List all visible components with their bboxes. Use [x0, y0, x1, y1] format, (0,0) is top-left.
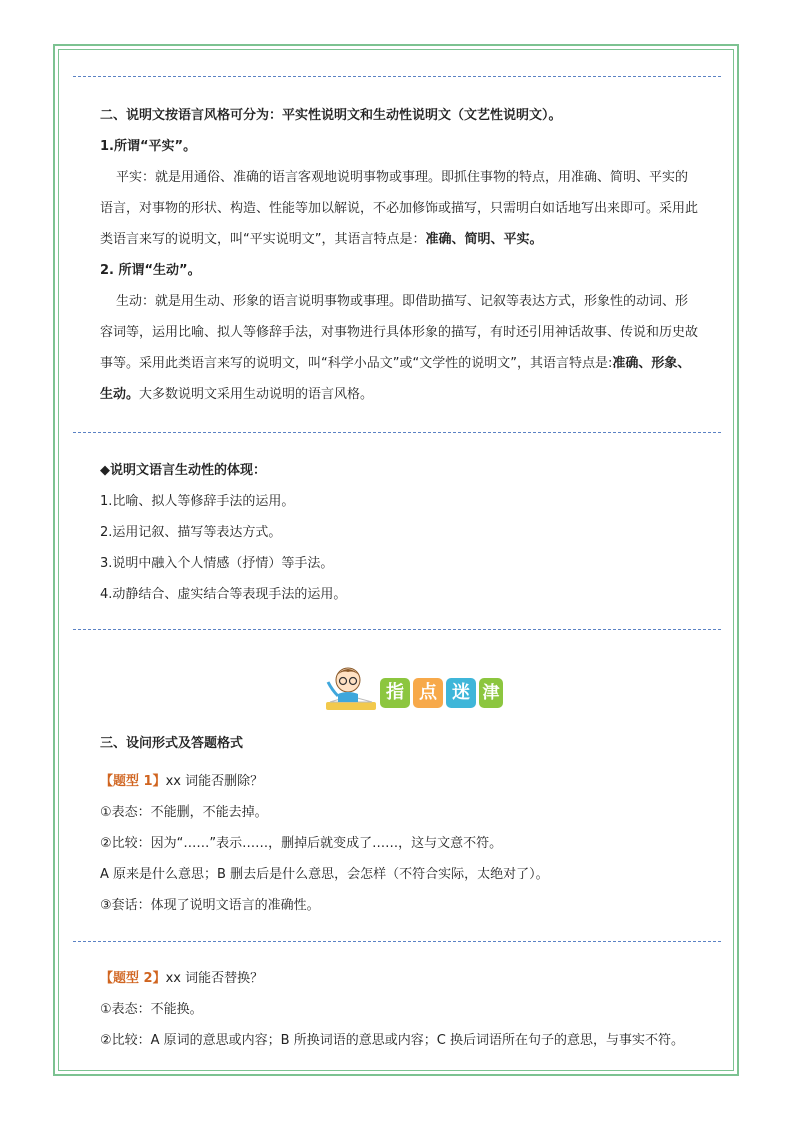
type1-item-4: ③套话：体现了说明文语言的准确性。 [100, 898, 320, 913]
sub1-line-3 [100, 230, 543, 250]
sub2-line-4 [100, 385, 373, 405]
sub2-line-3-text: 事等。采用此类语言来写的说明文，叫“科学小品文”或“文学性的说明文”，其语言特点是: [100, 356, 613, 371]
sub2-features-end: 生动。 [100, 387, 140, 402]
type2-question: xx 词能否替换？ [165, 971, 264, 986]
divider [73, 432, 721, 433]
section2-heading: 二、说明文按语言风格可分为：平实性说明文和生动性说明文（文艺性说明文）。 [100, 108, 562, 123]
banner-char-1: 指 [380, 678, 410, 708]
type2-tag: 【题型 2】 [100, 971, 166, 986]
vivid-item-1: 1.比喻、拟人等修辞手法的运用。 [100, 494, 295, 509]
vivid-item-2: 2.运用记叙、描写等表达方式。 [100, 525, 282, 540]
type1-item-1: ①表态：不能删，不能去掉。 [100, 805, 268, 820]
divider [73, 941, 721, 942]
divider [73, 76, 721, 77]
banner-char-3: 迷 [446, 678, 476, 708]
sub2-title: 2. 所谓“生动”。 [100, 263, 201, 278]
sub1-features: 准确、简明、平实。 [425, 232, 543, 247]
sub1-line-2: 语言，对事物的形状、构造、性能等加以解说，不必加修饰或描写，只需明白如话地写出来即可。采用此 [100, 201, 699, 216]
sub2-line-3 [100, 354, 690, 374]
sub2-line-2: 容词等，运用比喻、拟人等修辞手法，对事物进行具体形象的描写，有时还引用神话故事、传说和历史故 [100, 325, 699, 340]
section3-heading: 三、设问形式及答题格式 [100, 736, 244, 751]
sub2-line-1: 生动：就是用生动、形象的语言说明事物或事理。即借助描写、记叙等表达方式，形象性的动词、形 [116, 294, 689, 309]
type1-item-3: A 原来是什么意思；B 删去后是什么意思，会怎样（不符合实际，太绝对了）。 [100, 867, 549, 882]
sub2-features: 准确、形象、 [612, 356, 691, 371]
sub2-line-4-text: 大多数说明文采用生动说明的语言风格。 [139, 387, 374, 402]
student-reading-icon [324, 660, 380, 716]
vivid-item-4: 4.动静结合、虚实结合等表现手法的运用。 [100, 587, 347, 602]
sub1-line-1: 平实：就是用通俗、准确的语言客观地说明事物或事理。即抓住事物的特点，用准确、简明、平实的 [116, 170, 689, 185]
type2-title [100, 969, 263, 989]
type1-question: xx 词能否删除？ [165, 774, 264, 789]
type1-tag: 【题型 1】 [100, 774, 166, 789]
banner-char-4: 津 [479, 678, 503, 708]
type2-item-2: ②比较：A 原词的意思或内容；B 所换词语的意思或内容；C 换后词语所在句子的意思，与事实不符。 [100, 1033, 684, 1048]
banner-char-2: 点 [413, 678, 443, 708]
sub1-title: 1.所谓“平实”。 [100, 139, 197, 154]
divider [73, 629, 721, 630]
type1-item-2: ②比较：因为“……”表示……，删掉后就变成了……，这与文意不符。 [100, 836, 503, 851]
sub1-line-3-text: 类语言来写的说明文，叫“平实说明文”，其语言特点是： [100, 232, 426, 247]
vivid-item-3: 3.说明中融入个人情感（抒情）等手法。 [100, 556, 334, 571]
type2-item-1: ①表态：不能换。 [100, 1002, 203, 1017]
vivid-title: ◆说明文语言生动性的体现： [100, 463, 266, 478]
type1-title [100, 772, 263, 792]
